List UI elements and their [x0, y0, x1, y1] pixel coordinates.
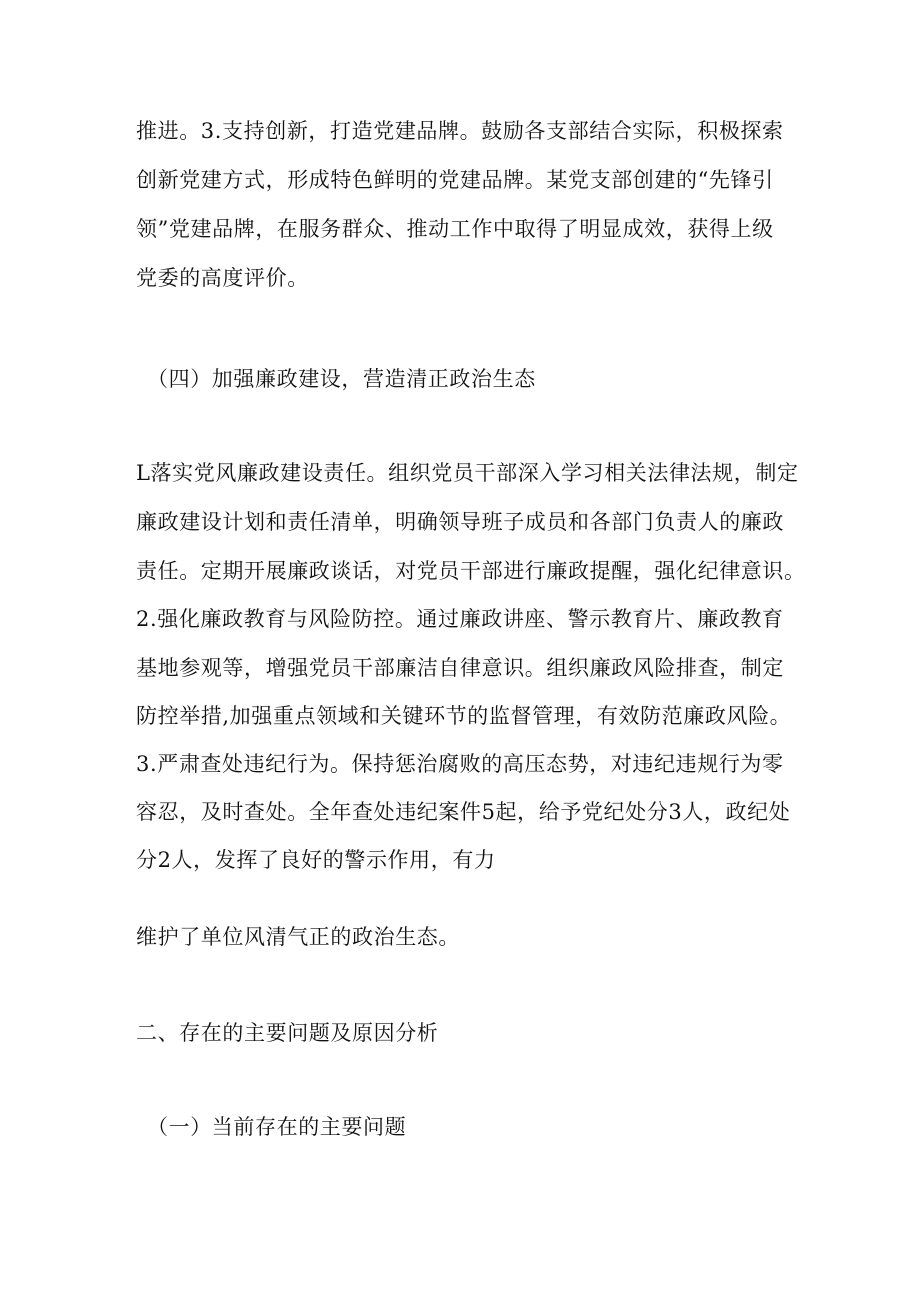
paragraph-line: 党委的高度评价。 — [136, 266, 309, 290]
paragraph-line: 3.严肃查处违纪行为。保持惩治腐败的高压态势，对违纪违规行为零 — [136, 752, 784, 776]
paragraph-line: 廉政建设计划和责任清单，明确领导班子成员和各部门负责人的廉政 — [136, 510, 784, 534]
paragraph-line: 容忍，及时查处。全年查处违纪案件5起，给予党纪处分3人，政纪处 — [136, 800, 791, 824]
section-title: 二、存在的主要问题及原因分析 — [136, 1021, 439, 1045]
paragraph-line: 维护了单位风清气正的政治生态。 — [136, 925, 460, 949]
paragraph-line: 分2人，发挥了良好的警示作用，有力 — [136, 848, 496, 872]
paragraph-line: 责任。定期开展廉政谈话，对党员干部进行廉政提醒，强化纪律意识。 — [136, 559, 806, 583]
paragraph-line: 基地参观等，增强党员干部廉洁自律意识。组织廉政风险排查，制定 — [136, 656, 784, 680]
paragraph-line: 2.强化廉政教育与风险防控。通过廉政讲座、警示教育片、廉政教育 — [136, 607, 784, 631]
paragraph-line: L落实党风廉政建设责任。组织党员干部深入学习相关法律法规，制定 — [136, 461, 799, 485]
paragraph-line: 创新党建方式，形成特色鲜明的党建品牌。某党支部创建的“先锋引 — [136, 168, 774, 192]
subsection-title: （一）当前存在的主要问题 — [147, 1115, 407, 1139]
paragraph-line: 推进。3.支持创新，打造党建品牌。鼓励各支部结合实际，积极探索 — [136, 119, 784, 143]
paragraph-line: 防控举措,加强重点领域和关键环节的监督管理，有效防范廉政风险。 — [136, 704, 792, 728]
section-heading-four: （四）加强廉政建设，营造清正政治生态 — [147, 367, 536, 391]
paragraph-line: 领”党建品牌，在服务群众、推动工作中取得了明显成效，获得上级 — [136, 217, 774, 241]
